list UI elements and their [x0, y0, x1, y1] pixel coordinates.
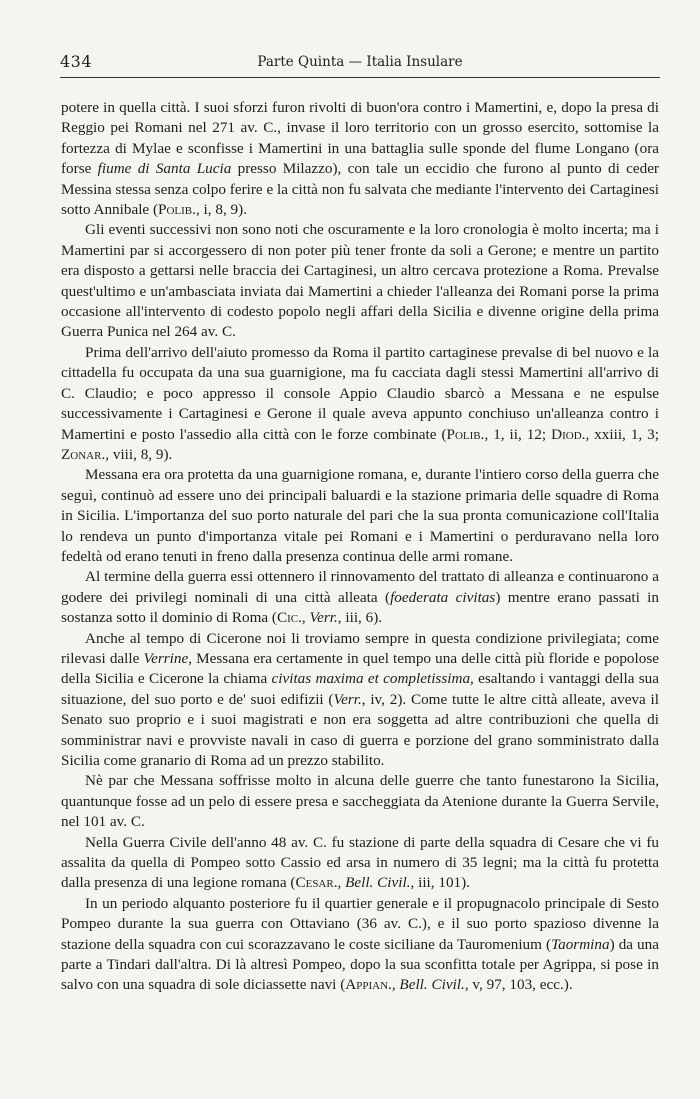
paragraph	[61, 629, 659, 772]
italic-text: Taormina	[551, 935, 610, 953]
text-run: , Messana era certamente in quel tempo una delle città più floride e popolose della Sicilia e Cicerone la chiama	[61, 649, 659, 688]
paragraph	[61, 833, 659, 894]
text-run: ,	[301, 609, 310, 627]
italic-text: fiume di Santa Lucia	[97, 160, 232, 178]
citation-author: Cic.	[276, 609, 302, 627]
text-run: , iii, 6).	[337, 609, 383, 627]
paragraph	[61, 220, 659, 342]
italic-text: foederata civitas	[390, 588, 496, 606]
italic-text: Bell. Civil.	[345, 874, 411, 892]
paragraph	[61, 771, 659, 832]
text-run: In un periodo alquanto posteriore fu il quartier generale e il propugnacolo principale di Sesto Pompeo durante la sua guerra con Ottaviano (36 av. C.), e il suo porto spazioso divenne la stazione della squadra con cui scorazzavano le coste siciliane da Tauromenium (	[61, 894, 659, 953]
text-run: , v, 97, 103, ecc.).	[464, 976, 573, 994]
italic-text: Verrine	[143, 649, 189, 667]
paragraph	[61, 894, 659, 996]
citation-author: Appian.	[345, 976, 392, 994]
text-run: , iv, 2). Come tutte le altre città alleate, aveva il Senato suo proprio e i suoi magistrati e non era soggetta ad altre contribuzioni che quella di somministrar navi e provviste navali in caso di guerra e porzione del grano somministrato dalla Sicilia come granario di Roma ad un prezzo stabilito.	[61, 690, 659, 769]
text-run: Nella Guerra Civile dell'anno 48 av. C. fu stazione di parte della squadra di Cesare che vi fu assalita da quella di Pompeo sotto Cassio ed arsa in numero di 35 legni; ma la città fu protetta dalla presenza di una legione romana (	[61, 833, 659, 892]
text-run: , 1, ii, 12;	[484, 425, 552, 443]
citation-author: Cesar.	[295, 874, 338, 892]
paragraph	[61, 465, 659, 567]
page-header	[60, 52, 660, 74]
text-run: ) mentre erano passati in sostanza sotto il dominio di Roma (	[61, 588, 659, 627]
text-run: Gli eventi successivi non sono noti che oscuramente e la loro cronologia è molto incerta; ma i Mamertini par si accorgessero di non poter più tener fronte da soli a Gerone; e mentre un partito era disposto a gettarsi nelle braccia dei Cartaginesi, un altro cercava protezione a Roma. Prevalse quest'ultimo e un'ambasciata inviata dai Mamertini a chieder l'alleanza dei Romani porse la prima occasione all'intervento di codesto popolo negli affari della Sicilia e divenne origine della prima Guerra Punica nel 264 av. C.	[61, 221, 659, 341]
text-run: , esaltando i vantaggi della sua situazione, del suo porto e de' suoi edifizii (	[61, 670, 659, 708]
text-run: , xxiii, 1, 3;	[585, 425, 659, 443]
running-head: Parte Quinta — Italia Insulare	[257, 54, 463, 70]
text-run: potere in quella città. I suoi sforzi furon rivolti di buon'ora contro i Mamertini, e, dopo la presa di Reggio pei Romani nel 271 av. C., invase il loro territorio con un grosso esercito, sottomise la fortezza di Mylae e sconfisse i Mamertini in una battaglia sulle sponde del flume Longano (ora forse	[61, 99, 659, 178]
italic-text: Bell. Civil.	[399, 976, 465, 994]
text-run: Prima dell'arrivo dell'aiuto promesso da Roma il partito cartaginese prevalse di bel nuovo e la cittadella fu occupata da una sua guarnigione, ma fu cacciata dagli stessi Mamertini all'arrivo di C. Claudio; e poco appresso il console Appio Claudio sbarcò a Messana e ne espulse successivamente i Cartaginesi e Gerone il quale aveva appunto conchiuso un'alleanza contro i Mamertini e posto l'assedio alla città con le forze combinate (	[61, 343, 659, 443]
italic-text: Verr.	[333, 690, 362, 708]
body-text	[61, 98, 659, 996]
text-run: Messana era ora protetta da una guarnigione romana, e, durante l'intiero corso della guerra che seguì, continuò ad essere uno dei principali baluardi e la stazione primaria delle squadre di Roma in Sicilia. L'importanza del suo porto naturale del pari che la sua pronta comunicazione coll'Italia lo rendeva un punto d'importanza vitale pei Romani e i Mamertini o perduravano nella loro fedeltà od erano tenuti in freno dalla presenza continua delle armi romane.	[61, 466, 659, 565]
citation-author: Polib.	[446, 425, 485, 443]
text-run: ) da una parte a Tindari dall'altra. Di là altresì Pompeo, dopo la sua sconfitta totale per Agrippa, si pose in salvo con una squadra di sole diciassette navi (	[61, 935, 659, 994]
paragraph	[61, 343, 659, 465]
text-run: , i, 8, 9).	[195, 201, 247, 219]
page-number: 434	[60, 52, 93, 71]
citation-author: Zonar.	[61, 445, 106, 463]
header-rule	[60, 77, 660, 78]
citation-author: Diod.	[551, 425, 586, 443]
text-run: ,	[337, 874, 346, 892]
text-run: Anche al tempo di Cicerone noi li troviamo sempre in questa condizione privilegiata; come rilevasi dalle	[61, 629, 659, 667]
text-run: Al termine della guerra essi ottennero il rinnovamento del trattato di alleanza e continuarono a godere dei privilegi nominali di una città alleata (	[61, 568, 659, 606]
paragraph	[61, 567, 659, 628]
text-run: presso Milazzo), con tale un eccidio che furono al punto di ceder Messina stessa senza colpo ferire e la città non fu salvata che mediante l'intervento dei Cartaginesi sotto Annibale (	[61, 160, 659, 219]
italic-text: civitas maxima et completissima	[271, 670, 471, 688]
text-run: , iii, 101).	[410, 874, 470, 892]
text-run: ,	[391, 976, 400, 994]
paragraph	[61, 98, 659, 220]
text-run: , viii, 8, 9).	[105, 445, 173, 463]
italic-text: Verr.	[309, 609, 338, 627]
text-run: Nè par che Messana soffrisse molto in alcuna delle guerre che tanto funestarono la Sicilia, quantunque fosse ad un pelo di essere presa e saccheggiata da Atenione durante la Guerra Servile, nel 101 av. C.	[61, 772, 659, 831]
citation-author: Polib.	[158, 201, 196, 219]
